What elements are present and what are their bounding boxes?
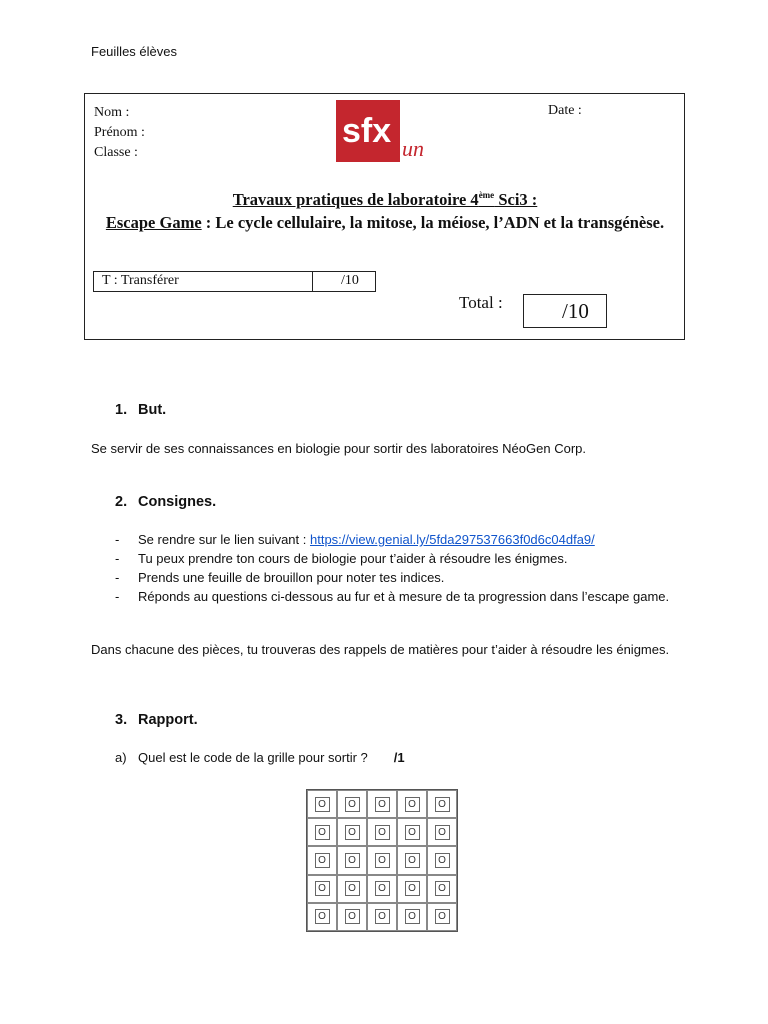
classe-label: Classe : [94, 145, 138, 160]
grid-cell [367, 790, 397, 818]
grid-cell [337, 903, 367, 931]
grid-key[interactable]: O [315, 825, 330, 840]
grid-cell [367, 846, 397, 874]
grid-cell [427, 790, 457, 818]
grid-key[interactable]: O [375, 881, 390, 896]
section-but-text: Se servir de ses connaissances en biologie pour sortir des laboratoires NéoGen Corp. [91, 441, 586, 456]
grid-cell [307, 846, 337, 874]
list-item: - Prends une feuille de brouillon pour noter tes indices. [115, 570, 445, 585]
grid-key[interactable]: O [375, 825, 390, 840]
grid-cell [337, 818, 367, 846]
total-score-box: /10 [523, 294, 607, 328]
grid-cell [367, 875, 397, 903]
score-criterion-label: T : Transférer [94, 272, 313, 291]
list-item: - Réponds au questions ci-dessous au fur et à mesure de ta progression dans l’escape game. [115, 589, 670, 604]
grid-key[interactable]: O [315, 881, 330, 896]
score-table [93, 271, 376, 292]
grid-cell [397, 790, 427, 818]
section-but-heading: 1. But. [115, 402, 167, 418]
prenom-label: Prénom : [94, 125, 145, 140]
grid-cell [427, 875, 457, 903]
grid-key[interactable]: O [375, 797, 390, 812]
grid-cell [427, 846, 457, 874]
section-consignes-heading: 2. Consignes. [115, 494, 217, 510]
grid-key[interactable]: O [345, 825, 360, 840]
grid-key[interactable]: O [315, 797, 330, 812]
grid-cell [427, 818, 457, 846]
date-label: Date : [548, 103, 582, 118]
title-line-1: Travaux pratiques de laboratoire 4ème Sci3 : [232, 190, 538, 209]
grid-key[interactable]: O [405, 909, 420, 924]
grid-key[interactable]: O [405, 853, 420, 868]
grid-cell [337, 875, 367, 903]
list-item: - Tu peux prendre ton cours de biologie pour t’aider à résoudre les énigmes. [115, 551, 568, 566]
genially-link[interactable]: https://view.genial.ly/5fda297537663f0d6c04dfa9/ [309, 532, 595, 547]
grid-key[interactable]: O [435, 881, 450, 896]
grid-cell [367, 903, 397, 931]
grid-key[interactable]: O [435, 797, 450, 812]
grid-key[interactable]: O [435, 825, 450, 840]
grid-key[interactable]: O [375, 853, 390, 868]
header-note: Feuilles élèves [91, 44, 177, 59]
grid-cell [337, 790, 367, 818]
grid-cell [337, 846, 367, 874]
consignes-note: Dans chacune des pièces, tu trouveras des rappels de matières pour t’aider à résoudre les énigmes. [91, 642, 670, 657]
grid-key[interactable]: O [435, 853, 450, 868]
code-grid [306, 789, 458, 932]
grid-cell [307, 903, 337, 931]
student-id-fields [94, 103, 145, 163]
grid-cell [397, 875, 427, 903]
grid-key[interactable]: O [345, 797, 360, 812]
grid-key[interactable]: O [345, 909, 360, 924]
grid-cell [427, 903, 457, 931]
question-a: a) Quel est le code de la grille pour sortir ? /1 [115, 750, 405, 765]
grid-cell [307, 790, 337, 818]
grid-key[interactable]: O [345, 853, 360, 868]
grid-cell [307, 875, 337, 903]
grid-cell [307, 818, 337, 846]
grid-cell [397, 903, 427, 931]
question-points: /1 [393, 750, 405, 765]
grid-key[interactable]: O [345, 881, 360, 896]
section-rapport-heading: 3. Rapport. [115, 712, 198, 728]
grid-key[interactable]: O [315, 853, 330, 868]
list-item: - Se rendre sur le lien suivant : https://view.genial.ly/5fda297537663f0d6c04dfa9/ [115, 532, 595, 547]
page-title [100, 184, 670, 234]
grid-key[interactable]: O [405, 825, 420, 840]
grid-key[interactable]: O [405, 881, 420, 896]
title-line-2: Escape Game : Le cycle cellulaire, la mitose, la méiose, l’ADN et la transgénèse. [105, 213, 665, 232]
logo-text-sub: un [402, 136, 424, 161]
grid-cell [397, 818, 427, 846]
grid-cell [367, 818, 397, 846]
school-logo [336, 100, 436, 162]
consignes-list [115, 530, 675, 606]
logo-text-main: sfx [342, 112, 392, 150]
grid-key[interactable]: O [315, 909, 330, 924]
score-criterion-value: /10 [341, 273, 359, 288]
grid-key[interactable]: O [375, 909, 390, 924]
total-label: Total : [459, 293, 503, 312]
grid-key[interactable]: O [435, 909, 450, 924]
nom-label: Nom : [94, 105, 130, 120]
grid-cell [397, 846, 427, 874]
grid-key[interactable]: O [405, 797, 420, 812]
